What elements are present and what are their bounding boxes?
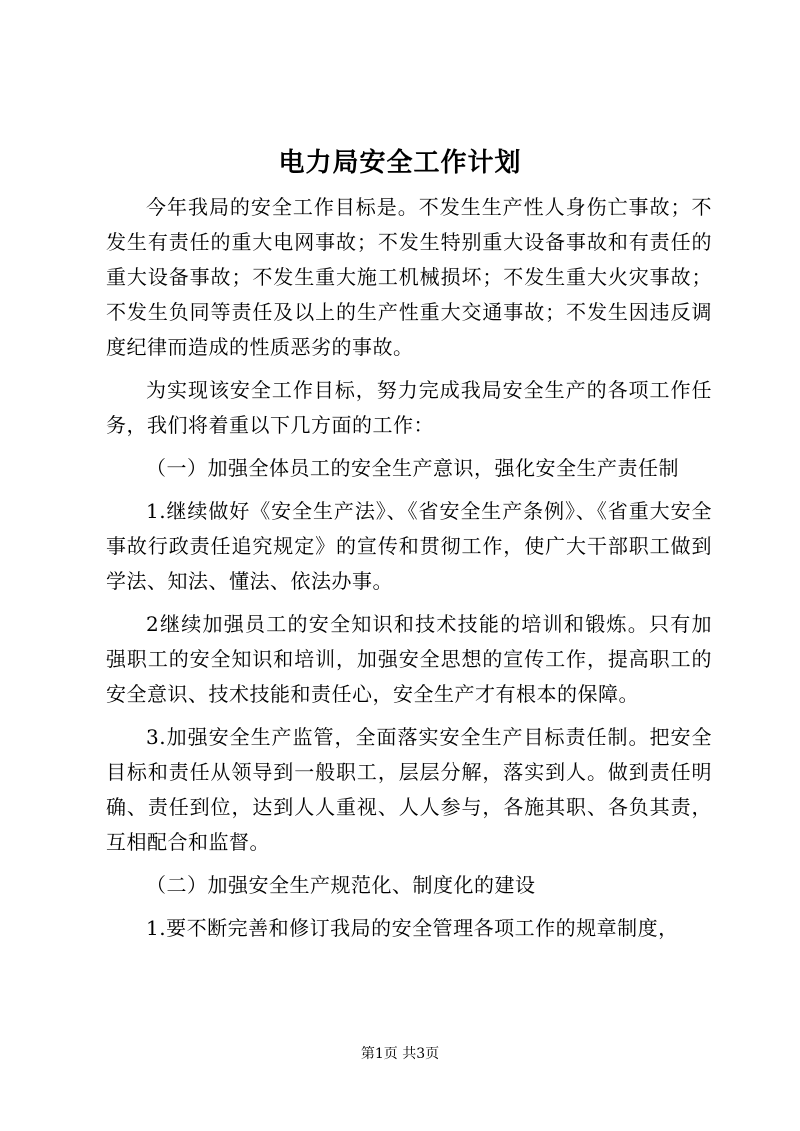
section-heading-1: （一）加强全体员工的安全生产意识，强化安全生产责任制 [146,456,679,480]
paragraph-item-3: 3.加强安全生产监管，全面落实安全生产目标责任制。把安全目标和责任从领导到一般职工，层层分解，落实到人。做到责任明确、责任到位，达到人人重视、人人参与，各施其职、各负其责，互相配合和监督。 [106,725,712,854]
section-heading-2: （二）加强安全生产规范化、制度化的建设 [146,873,536,897]
paragraph-safety-goals: 今年我局的安全工作目标是。不发生生产性人身伤亡事故；不发生有责任的重大电网事故；不发生特别重大设备事故和有责任的重大设备事故；不发生重大施工机械损坏；不发生重大火灾事故；不发生负同等责任及以上的生产性重大交通事故；不发生因违反调度纪律而造成的性质恶劣的事故。 [106,195,712,359]
paragraph-work-intro: 为实现该安全工作目标，努力完成我局安全生产的各项工作任务，我们将着重以下几方面的工作： [106,378,712,437]
paragraph-item-4: 1.要不断完善和修订我局的安全管理各项工作的规章制度， [146,916,679,940]
document-body [106,190,712,954]
paragraph-item-2: 2继续加强员工的安全知识和技术技能的培训和锻炼。只有加强职工的安全知识和培训，加强安全思想的宣传工作，提高职工的安全意识、技术技能和责任心，安全生产才有根本的保障。 [106,612,712,706]
paragraph-item-1: 1.继续做好《安全生产法》、《省安全生产条例》、《省重大安全事故行政责任追究规定》的宣传和贯彻工作，使广大干部职工做到学法、知法、懂法、依法办事。 [106,499,712,593]
document-title: 电力局安全工作计划 [278,148,522,178]
page-footer: 第1页 共3页 [360,1046,440,1062]
